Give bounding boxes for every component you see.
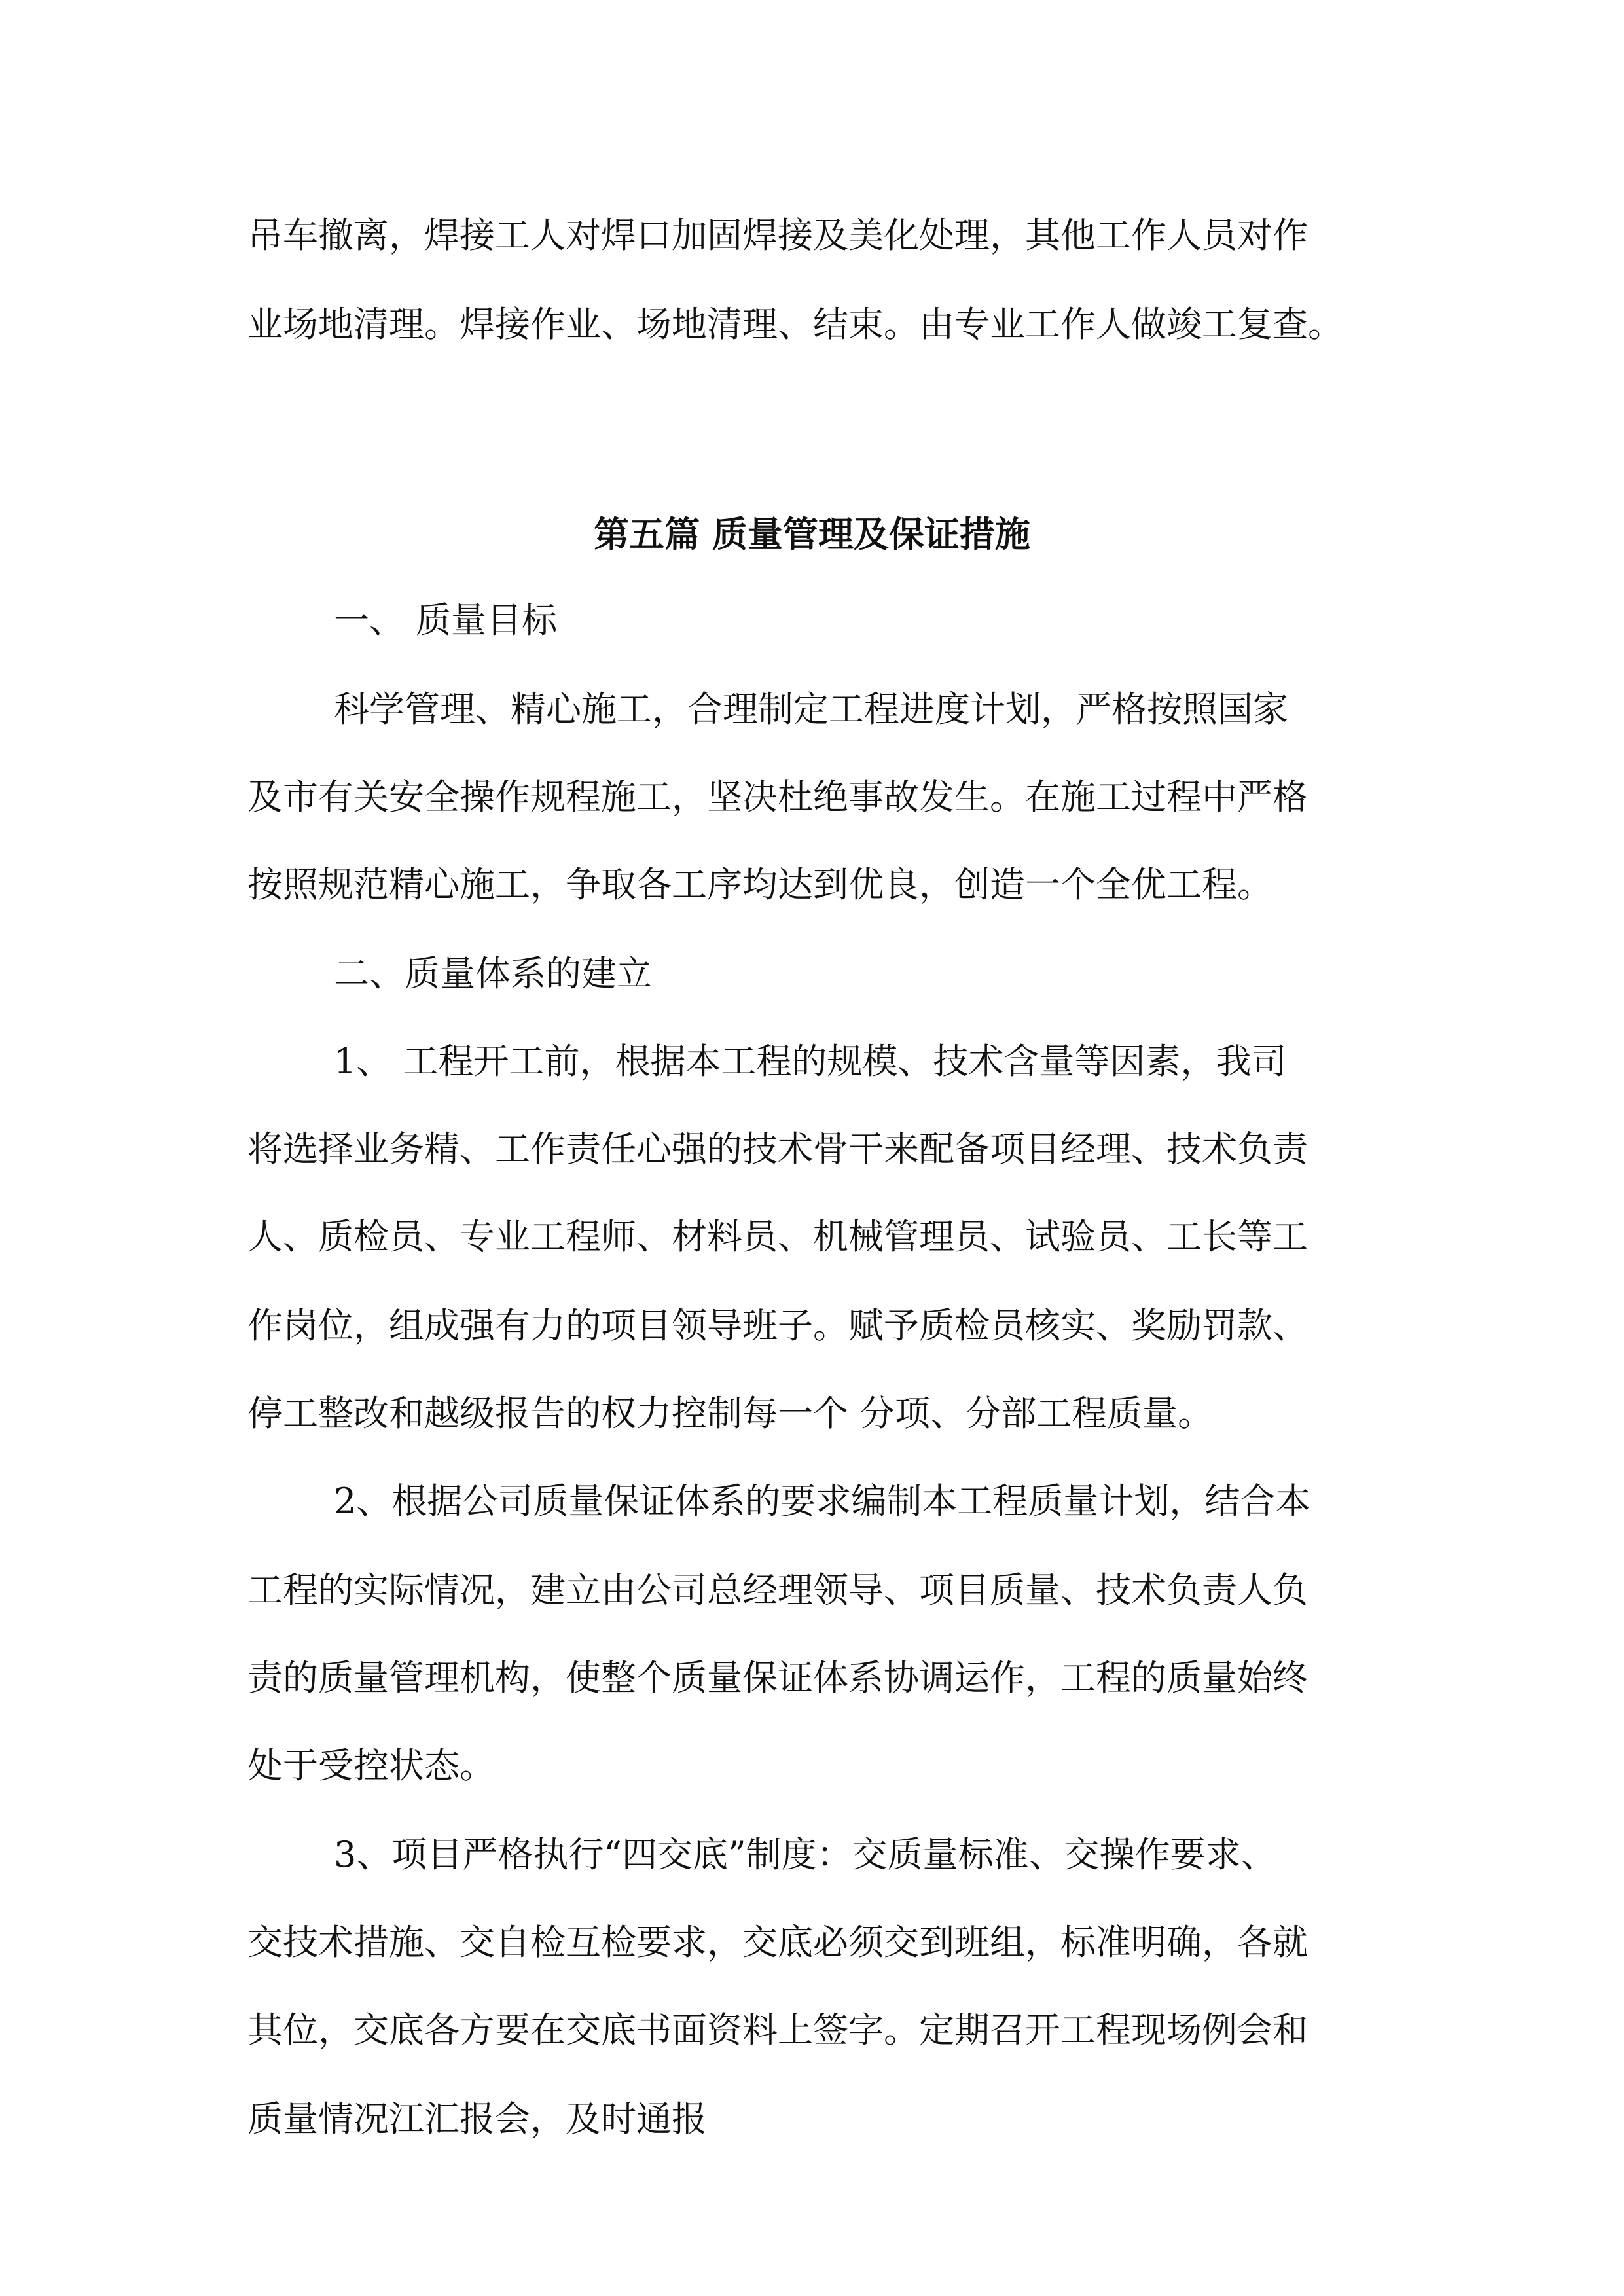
chapter-title: 第五篇 质量管理及保证措施 <box>594 513 1030 555</box>
paragraph-line: 按照规范精心施工，争取各工序均达到优良，创造一个全优工程。 <box>247 864 1272 905</box>
paragraph-line: 业场地清理。焊接作业、场地清理、结束。由专业工作人做竣工复查。 <box>247 304 1343 345</box>
paragraph-line: 其位，交底各方要在交底书面资料上签字。定期召开工程现场例会和 <box>247 2009 1308 2051</box>
paragraph-line: 质量情况江汇报会，及时通报 <box>247 2098 707 2140</box>
paragraph-line: 人、质检员、专业工程师、材料员、机械管理员、试验员、工长等工 <box>247 1216 1308 1257</box>
paragraph-line: 及市有关安全操作规程施工，坚决杜绝事故发生。在施工过程中严格 <box>247 776 1308 817</box>
paragraph-line: 3、项目严格执行“四交底”制度：交质量标准、交操作要求、 <box>334 1834 1276 1875</box>
paragraph-line: 责的质量管理机构，使整个质量保证体系协调运作，工程的质量始终 <box>247 1657 1308 1698</box>
paragraph-line: 工程的实际情况，建立由公司总经理领导、项目质量、技术负责人负 <box>247 1570 1308 1611</box>
paragraph-line: 1、 工程开工前，根据本工程的规模、技术含量等因素，我司 <box>334 1041 1287 1082</box>
paragraph-line: 科学管理、精心施工，合理制定工程进度计划，严格按照国家 <box>334 689 1288 730</box>
paragraph-line: 吊车撤离，焊接工人对焊口加固焊接及美化处理，其他工作人员对作 <box>247 215 1308 256</box>
paragraph-line: 作岗位，组成强有力的项目领导班子。赋予质检员核实、奖励罚款、 <box>247 1305 1308 1346</box>
section-heading: 二、质量体系的建立 <box>334 953 652 994</box>
paragraph-line: 将选择业务精、工作责任心强的技术骨干来配备项目经理、技术负责 <box>247 1128 1308 1170</box>
paragraph-line: 交技术措施、交自检互检要求，交底必须交到班组，标准明确，各就 <box>247 1922 1308 1963</box>
section-heading: 一、 质量目标 <box>334 600 558 641</box>
paragraph-line: 2、根据公司质量保证体系的要求编制本工程质量计划，结合本 <box>334 1480 1311 1522</box>
paragraph-line: 处于受控状态。 <box>247 1745 495 1786</box>
paragraph-line: 停工整改和越级报告的权力控制每一个 分项、分部工程质量。 <box>247 1393 1214 1434</box>
